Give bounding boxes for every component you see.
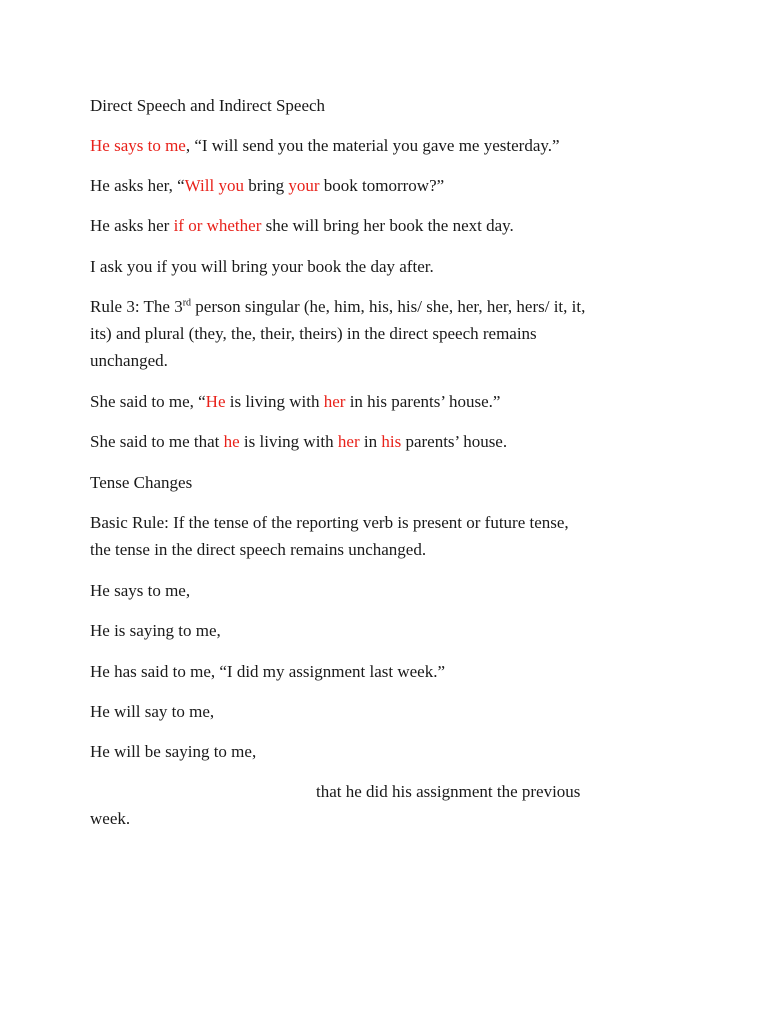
example-line-3: He asks her if or whether she will bring her book the next day. <box>90 216 514 235</box>
tense-changes-heading: Tense Changes <box>90 473 193 492</box>
example-line-1: He says to me, “I will send you the material you gave me yesterday.” <box>90 136 560 155</box>
highlight: he <box>223 432 240 451</box>
rule-3-line-1: Rule 3: The 3rd person singular (he, him, his, his/ she, her, her, hers/ it, it, <box>90 297 586 316</box>
heading: Direct Speech and Indirect Speech <box>90 96 326 115</box>
highlight: your <box>288 176 320 195</box>
example-line-5: She said to me, “He is living with her in his parents’ house.” <box>90 392 501 411</box>
list-item: He will say to me, <box>90 702 215 721</box>
rule-3-line-2: its) and plural (they, the, their, theirs) in the direct speech remains <box>90 324 537 343</box>
conclusion-line-1: that he did his assignment the previous <box>316 782 581 801</box>
example-line-2: He asks her, “Will you bring your book tomorrow?” <box>90 176 445 195</box>
highlight: her <box>337 432 360 451</box>
list-item: He is saying to me, <box>90 621 221 640</box>
basic-rule-paragraph <box>90 509 690 563</box>
highlight: if or whether <box>173 216 262 235</box>
highlight: He <box>205 392 226 411</box>
basic-rule-line-2: the tense in the direct speech remains unchanged. <box>90 540 427 559</box>
highlight: her <box>323 392 346 411</box>
list-item: He has said to me, “I did my assignment last week.” <box>90 662 446 681</box>
example-line-6: She said to me that he is living with her in his parents’ house. <box>90 432 508 451</box>
basic-rule-line-1: Basic Rule: If the tense of the reporting verb is present or future tense, <box>90 513 569 532</box>
example-line-4: I ask you if you will bring your book the day after. <box>90 257 434 276</box>
conclusion-line-2: week. <box>90 809 131 828</box>
rule-3-paragraph <box>90 293 690 374</box>
highlight: He says to me <box>90 136 186 155</box>
rule-3-line-3: unchanged. <box>90 351 168 370</box>
list-item: He says to me, <box>90 581 191 600</box>
list-item: He will be saying to me, <box>90 742 257 761</box>
highlight: his <box>381 432 402 451</box>
highlight: Will you <box>184 176 244 195</box>
conclusion-paragraph <box>90 778 690 832</box>
